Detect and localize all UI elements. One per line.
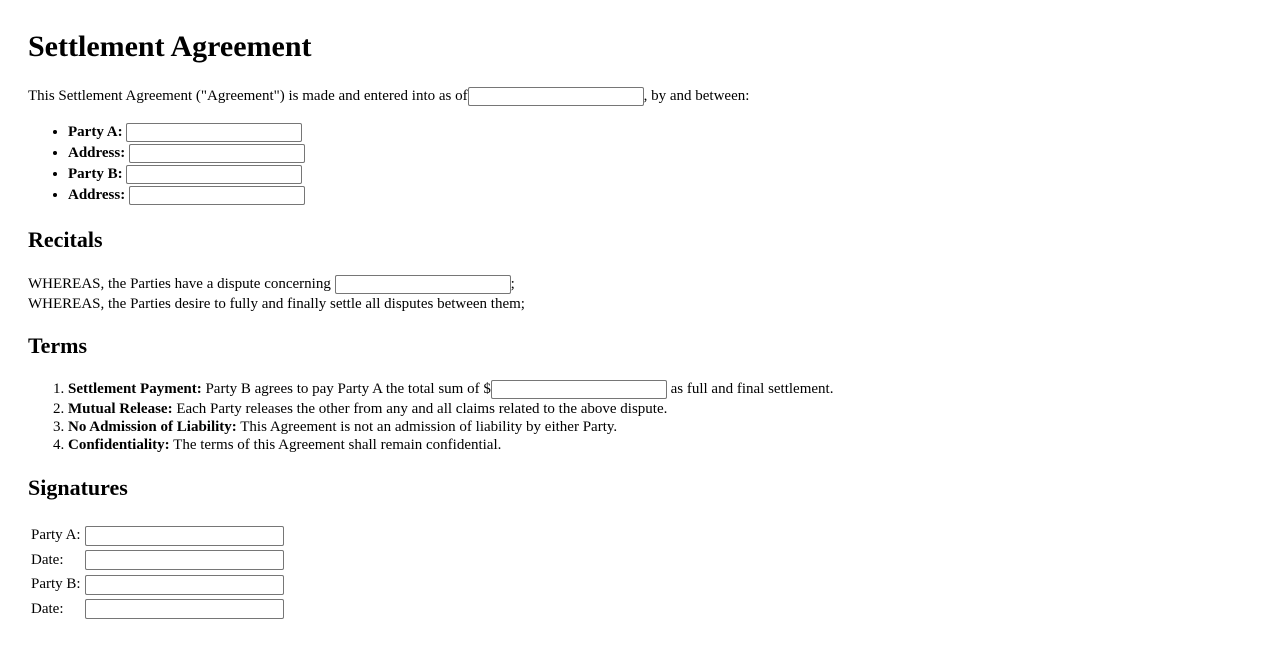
- party-b-date-input[interactable]: [85, 599, 284, 619]
- intro-text: This Settlement Agreement ("Agreement") is made and entered into as of: [28, 88, 468, 104]
- recital-text-1: WHEREAS, the Parties have a dispute concerning: [28, 276, 331, 292]
- list-item: [68, 400, 833, 418]
- party-a-address-label: Address:: [68, 145, 126, 161]
- term-label: Settlement Payment:: [68, 381, 202, 397]
- recital-text-1-end: ;: [510, 276, 515, 292]
- table-row: [30, 598, 285, 621]
- table-row: [30, 573, 285, 596]
- party-b-signature-input[interactable]: [85, 575, 284, 595]
- party-b-address-label: Address:: [68, 187, 126, 203]
- list-item: [68, 418, 833, 436]
- signature-label: Party B:: [31, 576, 81, 593]
- table-row: [30, 549, 285, 572]
- list-item: [68, 122, 305, 143]
- list-item: [68, 379, 833, 400]
- term-text: This Agreement is not an admission of liability by either Party.: [236, 419, 618, 435]
- parties-list: [28, 122, 305, 206]
- term-text: The terms of this Agreement shall remain confidential.: [169, 437, 502, 453]
- term-text: Each Party releases the other from any and all claims related to the above dispute.: [172, 401, 668, 417]
- party-a-date-input[interactable]: [85, 550, 284, 570]
- terms-heading: Terms: [28, 333, 88, 358]
- dispute-subject-input[interactable]: [335, 275, 511, 294]
- party-b-input[interactable]: [126, 165, 302, 184]
- table-row: [30, 524, 285, 547]
- party-a-input[interactable]: [126, 123, 302, 142]
- settlement-amount-input[interactable]: [491, 380, 667, 399]
- list-item: [68, 164, 305, 185]
- signature-label: Date:: [31, 551, 64, 568]
- recitals-heading: Recitals: [28, 227, 103, 252]
- term-text: Party B agrees to pay Party A the total sum of $: [201, 381, 491, 397]
- intro-text-after: , by and between:: [643, 88, 750, 104]
- page-title: Settlement Agreement: [28, 30, 312, 63]
- signatures-table: [28, 522, 287, 622]
- list-item: [68, 436, 833, 454]
- terms-list: [28, 379, 833, 454]
- term-label: No Admission of Liability:: [68, 419, 237, 435]
- list-item: [68, 185, 305, 206]
- term-label: Mutual Release:: [68, 401, 173, 417]
- intro-paragraph: [28, 86, 749, 106]
- signatures-heading: Signatures: [28, 475, 128, 500]
- party-a-signature-input[interactable]: [85, 526, 284, 546]
- party-b-label: Party B:: [68, 166, 123, 182]
- term-label: Confidentiality:: [68, 437, 170, 453]
- party-a-label: Party A:: [68, 124, 123, 140]
- party-a-address-input[interactable]: [129, 144, 305, 163]
- recital-line-2: WHEREAS, the Parties desire to fully and finally settle all disputes between them;: [28, 296, 525, 312]
- list-item: [68, 143, 305, 164]
- party-b-address-input[interactable]: [129, 186, 305, 205]
- agreement-date-input[interactable]: [468, 87, 644, 106]
- recital-line-1: [28, 274, 515, 294]
- term-text-after: as full and final settlement.: [666, 381, 834, 397]
- signature-label: Party A:: [31, 527, 81, 544]
- signature-label: Date:: [31, 600, 64, 617]
